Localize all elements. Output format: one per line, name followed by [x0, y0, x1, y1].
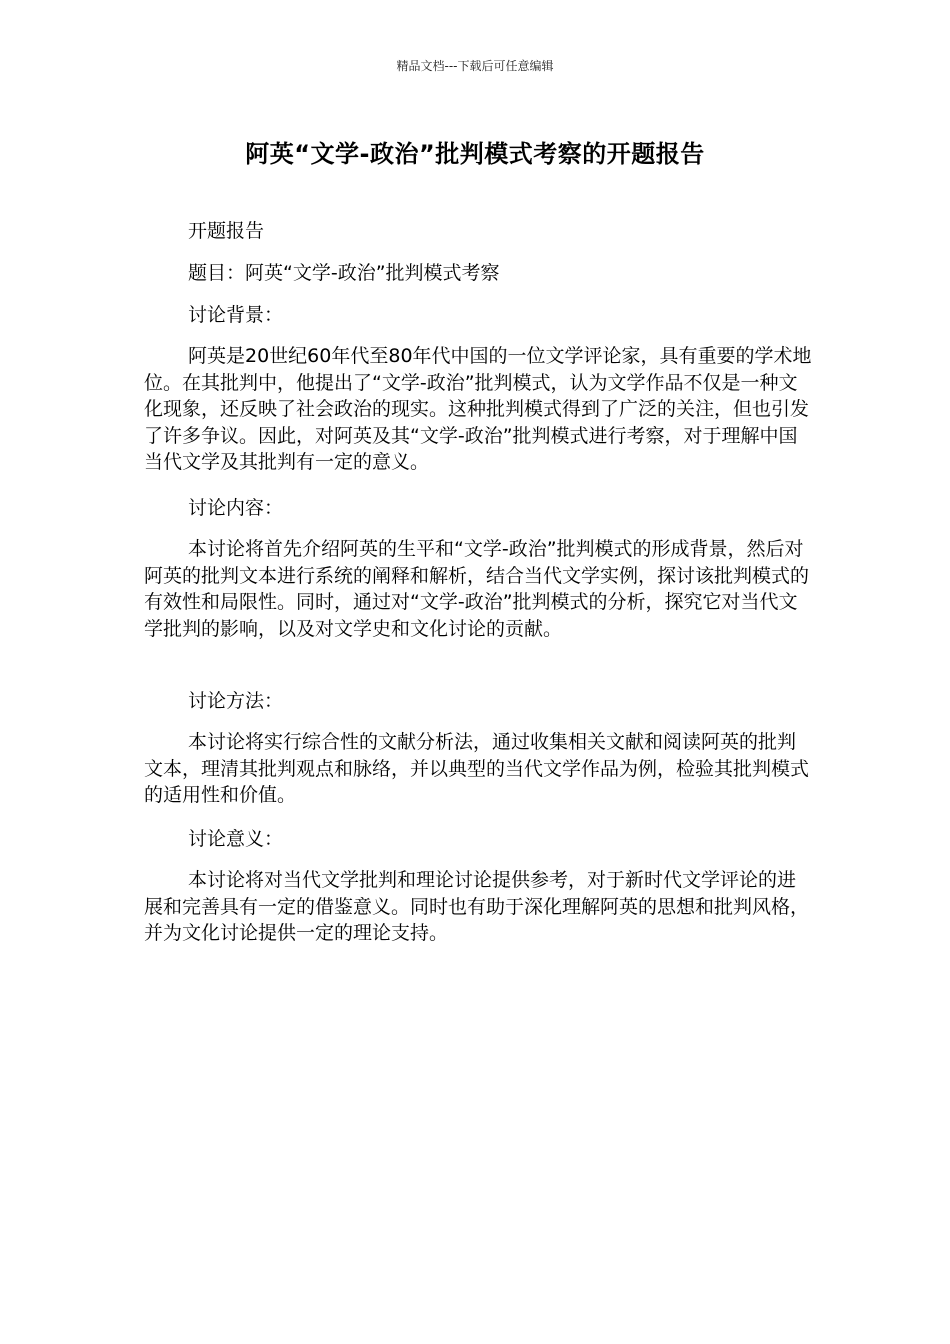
content-paragraph: 本讨论将首先介绍阿英的生平和“文学-政治”批判模式的形成背景，然后对阿英的批判文本进行系统的阐释和解析，结合当代文学实例，探讨该批判模式的有效性和局限性。同时，通过对“文学-政治”批判模式的分析，探究它对当代文学批判的影响，以及对文学史和文化讨论的贡献。 — [144, 538, 810, 640]
header-note: 精品文档---下载后可任意编辑 — [396, 59, 554, 73]
background-paragraph: 阿英是20世纪60年代至80年代中国的一位文学评论家，具有重要的学术地位。在其批判中，他提出了“文学-政治”批判模式，认为文学作品不仅是一种文化现象，还反映了社会政治的现实。这种批判模式得到了广泛的关注，但也引发了许多争议。因此，对阿英及其“文学-政治”批判模式进行考察，对于理解中国当代文学及其批判有一定的意义。 — [144, 345, 812, 473]
report-label: 开题报告 — [188, 220, 265, 242]
significance-heading: 讨论意义： — [188, 828, 284, 850]
topic-line: 题目：阿英“文学-政治”批判模式考察 — [188, 262, 500, 284]
content-heading: 讨论内容： — [188, 497, 284, 519]
method-heading: 讨论方法： — [188, 690, 284, 712]
significance-paragraph: 本讨论将对当代文学批判和理论讨论提供参考，对于新时代文学评论的进展和完善具有一定的借鉴意义。同时也有助于深化理解阿英的思想和批判风格，并为文化讨论提供一定的理论支持。 — [144, 869, 810, 944]
method-paragraph: 本讨论将实行综合性的文献分析法，通过收集相关文献和阅读阿英的批判文本，理清其批判观点和脉络，并以典型的当代文学作品为例，检验其批判模式的适用性和价值。 — [144, 731, 810, 806]
document-title: 阿英“文学-政治”批判模式考察的开题报告 — [245, 140, 705, 168]
background-heading: 讨论背景： — [188, 304, 284, 326]
